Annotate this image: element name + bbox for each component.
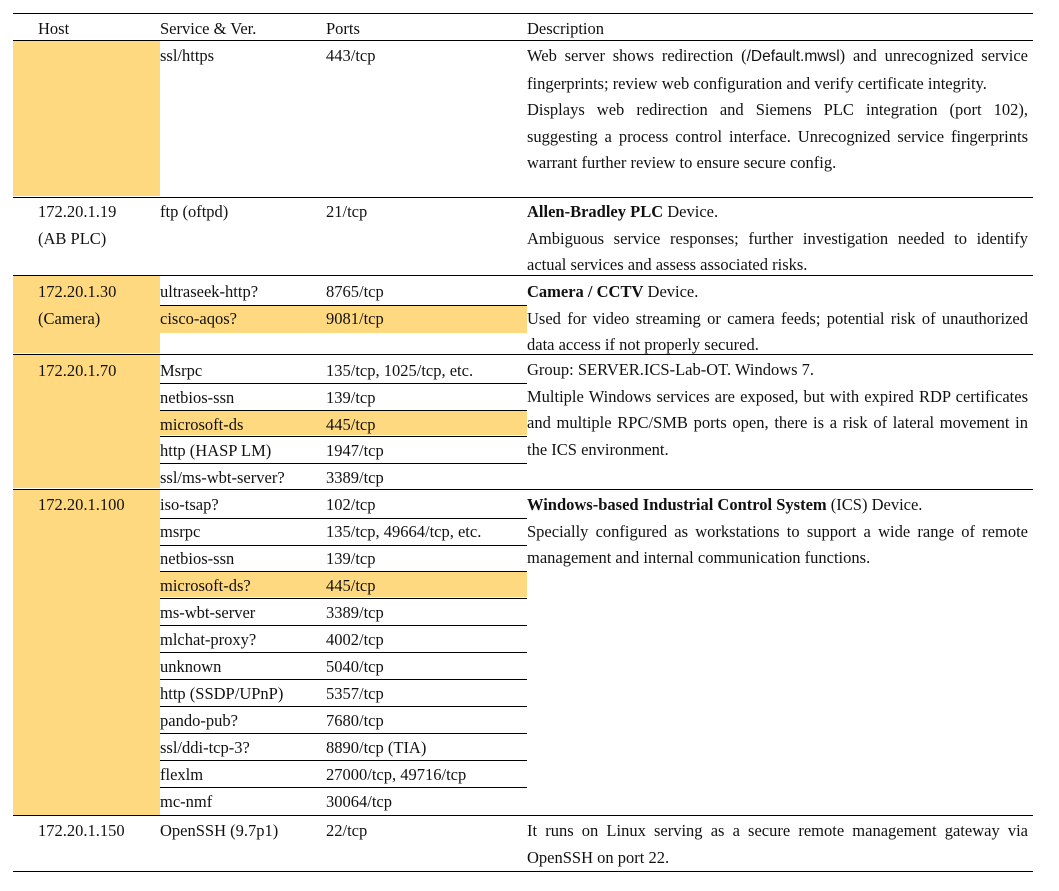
host-ip: 172.20.1.30 — [38, 282, 117, 301]
service-name: http (HASP LM) — [160, 441, 272, 460]
service-row-rule — [160, 383, 527, 384]
description-text: Specially configured as workstations to support a wide range of remote management and internal communication functions. — [527, 521, 1028, 567]
device-type: Camera / CCTV — [527, 282, 644, 301]
device-type: Windows-based Industrial Control System — [527, 495, 827, 514]
host-label: (Camera) — [38, 309, 101, 328]
service-name: mlchat-proxy? — [160, 630, 257, 649]
table-top-rule — [13, 13, 1033, 14]
service-name: ms-wbt-server — [160, 603, 256, 622]
description-cell — [527, 279, 1028, 359]
service-port: 445/tcp — [326, 576, 376, 595]
service-port: 5040/tcp — [326, 657, 384, 676]
service-row-rule — [160, 760, 527, 761]
service-name: ssl/ddi-tcp-3? — [160, 738, 250, 757]
service-row-rule — [160, 518, 527, 519]
description-text: Web server shows redirection ( — [527, 46, 747, 65]
service-name: ssl/ms-wbt-server? — [160, 468, 285, 487]
service-port: 135/tcp, 1025/tcp, etc. — [326, 361, 474, 380]
service-name: pando-pub? — [160, 711, 238, 730]
service-row-rule — [160, 436, 527, 437]
host-highlight — [13, 41, 160, 196]
host-ip: 172.20.1.100 — [38, 495, 125, 514]
service-row-rule — [160, 652, 527, 653]
group-rule — [13, 489, 1033, 490]
service-name: Msrpc — [160, 361, 203, 380]
host-ip: 172.20.1.19 — [38, 202, 117, 221]
redirect-path: /Default.mwsl — [746, 48, 840, 65]
service-port: 22/tcp — [326, 821, 368, 840]
service-name: http (SSDP/UPnP) — [160, 684, 284, 703]
service-name: flexlm — [160, 765, 204, 784]
service-name: ftp (oftpd) — [160, 202, 229, 221]
description-text: Displays web redirection and Siemens PLC integration (port 102), suggesting a process control interface. Unrecognized service fingerprints warrant further review to ensure secure config. — [527, 100, 1028, 172]
service-port: 8890/tcp (TIA) — [326, 738, 427, 757]
service-name: iso-tsap? — [160, 495, 219, 514]
header-ports: Ports — [326, 19, 360, 38]
description-cell — [527, 357, 1028, 463]
description-text: (ICS) Device. — [826, 495, 923, 514]
service-row-rule — [160, 463, 527, 464]
service-row-rule — [160, 545, 527, 546]
description-text: ) and unrecognized service fingerprints; review web configuration and verify certificate integrity. — [527, 46, 1028, 93]
service-row-rule — [160, 787, 527, 788]
description-text: Group: SERVER.ICS-Lab-OT. Windows 7. — [527, 360, 815, 379]
service-port: 8765/tcp — [326, 282, 384, 301]
description-text: Ambiguous service responses; further investigation needed to identify actual services and assess associated risks. — [527, 228, 1028, 274]
service-port: 139/tcp — [326, 388, 376, 407]
description-text: Multiple Windows services are exposed, but with expired RDP certificates and multiple RPC/SMB ports open, there is a risk of lateral movement in the ICS environment. — [527, 386, 1028, 459]
service-port: 135/tcp, 49664/tcp, etc. — [326, 522, 482, 541]
service-row-rule — [160, 733, 527, 734]
service-port: 445/tcp — [326, 415, 376, 434]
host-highlight — [13, 490, 160, 815]
header-service: Service & Ver. — [160, 19, 257, 38]
host-ip: 172.20.1.70 — [38, 361, 117, 380]
service-name: netbios-ssn — [160, 388, 235, 407]
table-bottom-rule — [13, 871, 1033, 872]
service-name: microsoft-ds — [160, 415, 244, 434]
group-rule — [13, 275, 1033, 276]
description-text: Device. — [663, 202, 719, 221]
description-cell — [527, 43, 1028, 177]
service-port: 443/tcp — [326, 46, 376, 65]
service-port: 5357/tcp — [326, 684, 384, 703]
service-port: 9081/tcp — [326, 309, 384, 328]
service-row-rule — [160, 410, 527, 411]
service-row-rule — [160, 305, 527, 306]
header-description: Description — [527, 19, 604, 38]
description-cell — [527, 818, 1028, 871]
service-name: ssl/https — [160, 46, 215, 65]
service-row-rule — [160, 625, 527, 626]
header-rule — [13, 40, 1033, 41]
host-ip: 172.20.1.150 — [38, 821, 125, 840]
service-name: msrpc — [160, 522, 201, 541]
service-port: 21/tcp — [326, 202, 368, 221]
service-name: mc-nmf — [160, 792, 213, 811]
group-rule — [13, 197, 1033, 198]
group-rule — [13, 354, 1033, 355]
service-row-rule — [160, 598, 527, 599]
service-name: unknown — [160, 657, 222, 676]
service-port: 30064/tcp — [326, 792, 392, 811]
description-cell — [527, 199, 1028, 279]
description-cell — [527, 492, 1028, 572]
service-row-rule — [160, 679, 527, 680]
service-name: microsoft-ds? — [160, 576, 251, 595]
service-name: ultraseek-http? — [160, 282, 259, 301]
description-text: It runs on Linux serving as a secure remote management gateway via OpenSSH on port 22. — [527, 821, 1028, 867]
description-text: Used for video streaming or camera feeds; potential risk of unauthorized data access if not properly secured. — [527, 308, 1028, 354]
description-text: Device. — [643, 282, 699, 301]
service-port: 3389/tcp — [326, 603, 384, 622]
service-port: 3389/tcp — [326, 468, 384, 487]
service-port: 102/tcp — [326, 495, 376, 514]
device-type: Allen-Bradley PLC — [527, 202, 664, 221]
service-port: 27000/tcp, 49716/tcp — [326, 765, 467, 784]
service-port: 139/tcp — [326, 549, 376, 568]
group-rule — [13, 815, 1033, 816]
service-name: cisco-aqos? — [160, 309, 237, 328]
service-port: 1947/tcp — [326, 441, 384, 460]
service-port: 4002/tcp — [326, 630, 384, 649]
header-host: Host — [38, 19, 70, 38]
service-name: OpenSSH (9.7p1) — [160, 821, 279, 840]
service-row-rule — [160, 571, 527, 572]
host-label: (AB PLC) — [38, 229, 107, 248]
service-row-rule — [160, 706, 527, 707]
service-name: netbios-ssn — [160, 549, 235, 568]
service-port: 7680/tcp — [326, 711, 384, 730]
